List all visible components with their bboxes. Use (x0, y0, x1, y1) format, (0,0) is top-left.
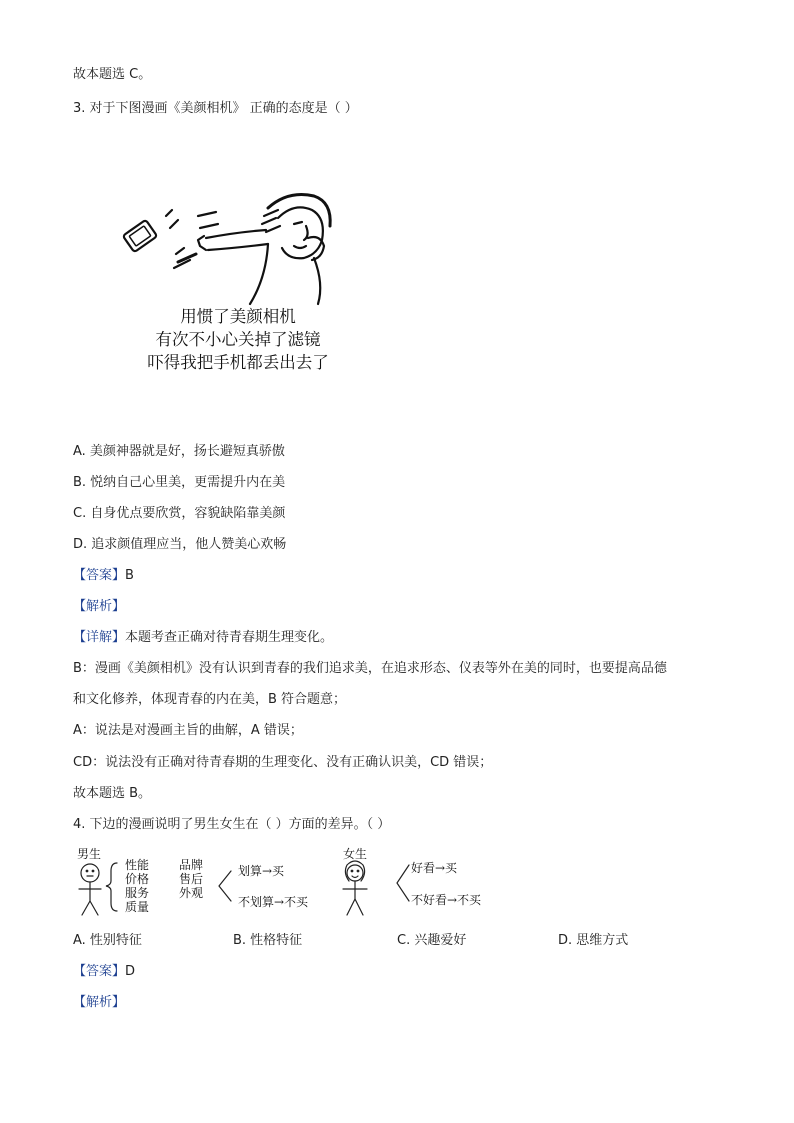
q3-detail (73, 629, 333, 647)
boy-girl-shopping-diagram (73, 843, 523, 923)
q3-option-a: A. 美颜神器就是好，扬长避短真骄傲 (73, 444, 285, 459)
q3-analysis-tag: 【解析】 (73, 599, 126, 614)
girl-label: 女生 (343, 847, 368, 861)
q4-option-b: B. 性格特征 (233, 933, 303, 948)
q4-option-c: C. 兴趣爱好 (397, 933, 467, 948)
question-4: 4. 下边的漫画说明了男生女生在（ ）方面的差异。（ ） (73, 817, 391, 832)
boy-factor-brand: 品牌 (179, 858, 204, 872)
q3-option-c: C. 自身优点要欣赏，容貌缺陷靠美颜 (73, 506, 286, 521)
q3-option-b: B. 悦纳自己心里美，更需提升内在美 (73, 475, 286, 490)
cartoon-drawing (118, 188, 358, 306)
question-3: 3. 对于下图漫画《美颜相机》 正确的态度是（ ） (73, 101, 358, 116)
girl-pretty-buy: 好看→买 (411, 861, 458, 875)
explanation-b-line-1: B：漫画《美颜相机》没有认识到青春的我们追求美，在追求形态、仪表等外在美的同时，也要提高品德 (73, 661, 667, 676)
q4-analysis-tag: 【解析】 (73, 995, 126, 1010)
boy-factor-aftersales: 售后 (179, 872, 204, 886)
boy-factor-service: 服务 (125, 886, 150, 900)
explanation-b-line-2: 和文化修养，体现青春的内在美，B 符合题意； (73, 692, 347, 707)
q4-answer (73, 963, 135, 981)
cartoon-caption-line-3: 吓得我把手机都丢出去了 (147, 353, 329, 372)
detail-text: 本题考查正确对待青春期生理变化。 (125, 630, 334, 645)
conclusion-q3: 故本题选 B。 (73, 786, 152, 801)
answer-value: D (125, 964, 136, 979)
boy-factor-quality: 质量 (125, 900, 150, 914)
q4-option-d: D. 思维方式 (558, 933, 629, 948)
boy-label: 男生 (77, 847, 102, 861)
boy-not-worth-no-buy: 不划算→不买 (238, 895, 309, 909)
answer-tag: 【答案】 (73, 568, 126, 583)
cartoon-caption-line-2: 有次不小心关掉了滤镜 (155, 330, 321, 349)
conclusion-q2: 故本题选 C。 (73, 67, 152, 82)
cartoon-beauty-camera (118, 188, 358, 388)
girl-not-pretty-no-buy: 不好看→不买 (411, 893, 482, 907)
q3-option-d: D. 追求颜值理应当，他人赞美心欢畅 (73, 537, 287, 552)
answer-tag: 【答案】 (73, 964, 126, 979)
answer-value: B (125, 568, 134, 583)
explanation-a: A：说法是对漫画主旨的曲解，A 错误； (73, 723, 303, 738)
boy-factor-performance: 性能 (125, 858, 150, 872)
boy-worth-buy: 划算→买 (238, 864, 285, 878)
q3-answer (73, 567, 134, 585)
detail-tag: 【详解】 (73, 630, 126, 645)
q4-option-a: A. 性别特征 (73, 933, 142, 948)
boy-factor-price: 价格 (125, 872, 150, 886)
explanation-cd: CD：说法没有正确对待青春期的生理变化、没有正确认识美，CD 错误； (73, 755, 493, 770)
cartoon-caption-line-1: 用惯了美颜相机 (180, 307, 296, 326)
boy-factor-appearance: 外观 (179, 886, 204, 900)
